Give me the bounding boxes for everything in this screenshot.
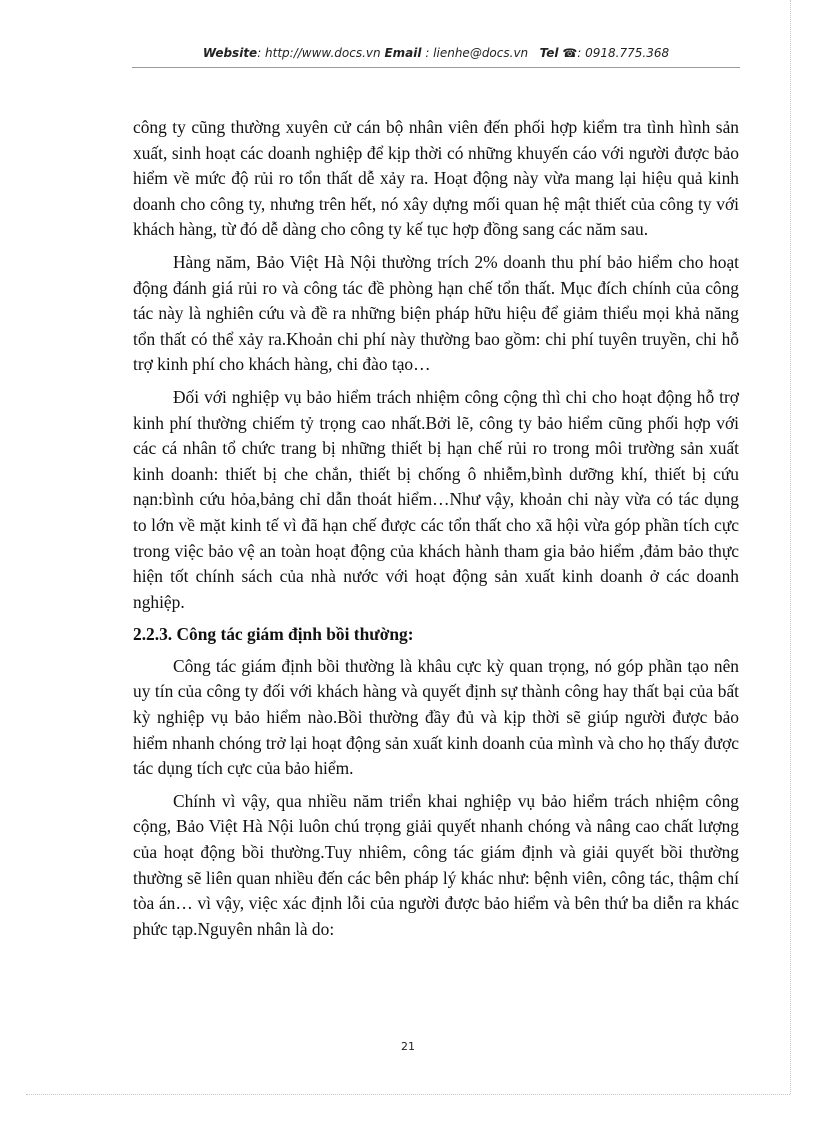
website-url: : http://www.docs.vn — [257, 46, 381, 60]
page-number: 21 — [401, 1040, 415, 1053]
paragraph-3: Đối với nghiệp vụ bảo hiểm trách nhiệm công cộng thì chi cho hoạt động hỗ trợ kinh phí thường chiếm tỷ trọng cao nhất.Bởi lẽ, công ty bảo hiểm cũng phối hợp với các cá nhân tổ chức trang bị những thiết bị hạn chế rủi ro trong môi trường sản xuất kinh doanh: thiết bị che chắn, thiết bị chống ô nhiễm,bình dưỡng khí, thiết bị cứu nạn:bình cứu hỏa,bảng chỉ dẫn thoát hiểm…Như vậy, khoản chi này vừa có tác dụng to lớn về mặt kinh tế vì đã hạn chế được các tổn thất cho xã hội vừa góp phần tích cực trong việc bảo vệ an toàn hoạt động của khách hành tham gia bảo hiểm ,đảm bảo thực hiện tốt chính sách của nhà nước với hoạt động sản xuất kinh doanh ở các doanh nghiệp. — [133, 386, 739, 612]
header-divider — [132, 67, 740, 68]
document-body — [133, 115, 739, 949]
email-label: Email — [384, 46, 422, 60]
page-bottom-border — [26, 1094, 790, 1095]
paragraph-1: công ty cũng thường xuyên cử cán bộ nhân viên đến phối hợp kiểm tra tình hình sản xuất, sinh hoạt các doanh nghiệp để kịp thời có những khuyến cáo với người được bảo hiểm về mức độ rủi ro tổn thất dễ xảy ra. Hoạt động này vừa mang lại hiệu quả kinh doanh cho công ty, nhưng trên hết, nó xây dựng mối quan hệ mật thiết của công ty với khách hàng, từ đó dễ dàng cho công ty kế tục hợp đồng sang các năm sau. — [133, 117, 739, 240]
tel-label: Tel — [539, 46, 559, 60]
page-right-border — [790, 0, 791, 1094]
phone-icon: ☎ — [562, 46, 578, 60]
paragraph-5: Chính vì vậy, qua nhiều năm triển khai nghiệp vụ bảo hiểm trách nhiệm công cộng, Bảo Việt Hà Nội luôn chú trọng giải quyết nhanh chóng và nâng cao chất lượng của hoạt động bồi thường.Tuy nhiêm, công tác giám định và giải quyết bồi thường thường sẽ liên quan nhiều đến các bên pháp lý khác như: bệnh viên, công tác, thậm chí tòa án… vì vậy, việc xác định lỗi của người được bảo hiểm và bên thứ ba diễn ra khác phức tạp.Nguyên nhân là do: — [133, 790, 739, 939]
paragraph-2: Hàng năm, Bảo Việt Hà Nội thường trích 2% doanh thu phí bảo hiểm cho hoạt động đánh giá rủi ro và công tác đề phòng hạn chế tổn thất. Mục đích chính của công tác này là nghiên cứu và đề ra những biện pháp hữu hiệu để giảm thiểu mọi khả năng tổn thất có thể xảy ra.Khoản chi phí này thường bao gồm: chi phí tuyên truyền, chi hỗ trợ kinh phí cho khách hàng, chi đào tạo… — [133, 251, 739, 375]
website-label: Website — [202, 46, 258, 60]
tel-number: : 0918.775.368 — [577, 46, 670, 60]
section-heading: 2.2.3. Công tác giám định bồi thường: — [133, 624, 414, 645]
paragraph-4: Công tác giám định bồi thường là khâu cực kỳ quan trọng, nó góp phần tạo nên uy tín của công ty đối với khách hàng và quyết định sự thành công hay thất bại của bất kỳ nghiệp vụ bảo hiểm nào.Bồi thường đầy đủ và kịp thời sẽ giúp người được bảo hiểm nhanh chóng trở lại hoạt động sản xuất kinh doanh của mình và cho họ thấy được tác dụng tích cực của bảo hiểm. — [133, 655, 739, 779]
email-address: : lienhe@docs.vn — [421, 46, 529, 60]
page-header — [132, 46, 740, 60]
